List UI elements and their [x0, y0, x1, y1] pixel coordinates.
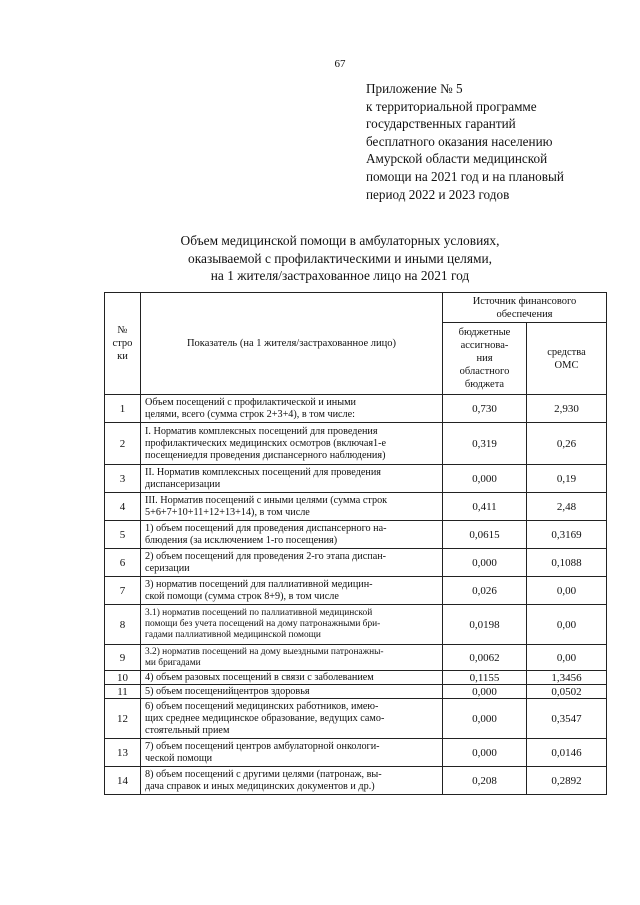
header-line: бюджетные: [458, 327, 511, 338]
indicator-cell: [141, 739, 443, 767]
oms-value: 0,00: [527, 577, 607, 605]
table-row: [105, 423, 607, 465]
table-row: [105, 685, 607, 699]
appendix-line: Амурской области медицинской: [366, 151, 548, 167]
row-number: 11: [105, 685, 141, 699]
oms-value: 0,2892: [527, 767, 607, 795]
oms-value: 0,26: [527, 423, 607, 465]
header-line: ния: [476, 353, 493, 364]
budget-value: 0,730: [443, 395, 527, 423]
indicator-line: гадами паллиативной медицинской помощи: [145, 630, 321, 640]
budget-value: 0,0198: [443, 605, 527, 645]
indicator-line: 3.2) норматив посещений на дому выездными патронажны-: [145, 646, 384, 657]
indicator-table: [104, 292, 607, 795]
page-number: 67: [334, 58, 346, 70]
header-line: стро: [112, 338, 133, 349]
budget-value: 0,1155: [443, 671, 527, 685]
oms-value: 2,48: [527, 493, 607, 521]
indicator-line: 5+6+7+10+11+12+13+14), в том числе: [145, 506, 310, 518]
indicator-cell: [141, 671, 443, 685]
budget-value: 0,0615: [443, 521, 527, 549]
indicator-cell: [141, 645, 443, 671]
indicator-cell: [141, 493, 443, 521]
oms-value: 0,00: [527, 605, 607, 645]
row-number: 2: [105, 423, 141, 465]
table-row: [105, 699, 607, 739]
indicator-line: помощи без учета посещений на дому патронажными бри-: [145, 619, 381, 629]
oms-value: 0,3169: [527, 521, 607, 549]
appendix-caption: [366, 80, 564, 203]
table-row: [105, 767, 607, 795]
indicator-line: посещениедля проведения диспансерного наблюдения): [145, 449, 386, 461]
header-line: ОМС: [554, 359, 579, 371]
indicator-cell: [141, 767, 443, 795]
indicator-line: I. Норматив комплексных посещений для проведения: [145, 425, 378, 437]
table-row: [105, 605, 607, 645]
budget-value: 0,000: [443, 699, 527, 739]
indicator-line: 5) объем посещенийцентров здоровья: [145, 685, 310, 697]
budget-value: 0,026: [443, 577, 527, 605]
indicator-line: диспансеризации: [145, 478, 221, 490]
budget-value: 0,411: [443, 493, 527, 521]
indicator-line: Объем посещений с профилактической и иными: [145, 396, 356, 408]
indicator-cell: [141, 699, 443, 739]
document-title: [0, 232, 640, 285]
indicator-cell: [141, 423, 443, 465]
indicator-line: 2) объем посещений для проведения 2-го этапа диспан-: [145, 550, 387, 562]
indicator-line: 1) объем посещений для проведения диспансерного на-: [145, 522, 387, 534]
oms-value: 0,1088: [527, 549, 607, 577]
row-number: 14: [105, 767, 141, 795]
indicator-line: 4) объем разовых посещений в связи с заболеванием: [145, 671, 374, 683]
appendix-line: бесплатного оказания населению: [366, 133, 553, 149]
indicator-line: 6) объем посещений медицинских работников, имею-: [145, 700, 379, 712]
title-line: на 1 жителя/застрахованное лицо на 2021 год: [210, 268, 470, 284]
row-number: 8: [105, 605, 141, 645]
oms-value: 0,00: [527, 645, 607, 671]
indicator-cell: [141, 685, 443, 699]
indicator-line: 7) объем посещений центров амбулаторной онкологи-: [145, 740, 380, 752]
indicator-line: дача справок и иных медицинских документов и др.): [145, 780, 375, 792]
indicator-line: стоятельный прием: [145, 724, 230, 736]
indicator-line: блюдения (за исключением 1-го посещения): [145, 534, 338, 546]
oms-value: 1,3456: [527, 671, 607, 685]
row-number: 13: [105, 739, 141, 767]
indicator-line: ской помощи (сумма строк 8+9), в том числе: [145, 590, 339, 602]
indicator-line: III. Норматив посещений с иными целями (сумма строк: [145, 494, 388, 506]
indicator-line: 8) объем посещений с другими целями (патронаж, вы-: [145, 768, 382, 780]
indicator-line: ми бригадами: [145, 657, 201, 668]
table-row: [105, 577, 607, 605]
indicator-cell: [141, 605, 443, 645]
table-row: [105, 521, 607, 549]
indicator-line: ческой помощи: [145, 752, 213, 764]
budget-value: 0,000: [443, 685, 527, 699]
header-line: областного: [459, 366, 510, 377]
column-header-funding-source: [443, 293, 607, 323]
header-line: средства: [547, 346, 586, 358]
row-number: 12: [105, 699, 141, 739]
header-line: обеспечения: [496, 308, 553, 320]
row-number: 1: [105, 395, 141, 423]
appendix-line: Приложение № 5: [366, 81, 463, 96]
indicator-line: II. Норматив комплексных посещений для проведения: [145, 466, 381, 478]
indicator-cell: [141, 521, 443, 549]
table-row: [105, 645, 607, 671]
table-row: [105, 671, 607, 685]
oms-value: 0,0146: [527, 739, 607, 767]
row-number: 7: [105, 577, 141, 605]
indicator-line: щих среднее медицинское образование, ведущих само-: [145, 712, 385, 724]
indicator-cell: [141, 577, 443, 605]
header-line: ассигнова-: [460, 340, 509, 351]
oms-value: 0,0502: [527, 685, 607, 699]
row-number: 3: [105, 465, 141, 493]
indicator-line: 3) норматив посещений для паллиативной медицин-: [145, 578, 373, 590]
indicator-line: целями, всего (сумма строк 2+3+4), в том числе:: [145, 408, 355, 420]
indicator-cell: [141, 549, 443, 577]
appendix-line: к территориальной программе: [366, 98, 537, 114]
table-row: [105, 549, 607, 577]
budget-value: 0,000: [443, 549, 527, 577]
indicator-cell: [141, 395, 443, 423]
header-line: бюджета: [464, 379, 505, 390]
appendix-line: помощи на 2021 год и на плановый: [366, 168, 564, 184]
appendix-line: государственных гарантий: [366, 116, 516, 132]
header-line: №: [117, 325, 128, 336]
budget-value: 0,000: [443, 739, 527, 767]
table-row: [105, 739, 607, 767]
indicator-line: серизации: [145, 562, 190, 574]
column-header-oms: [527, 323, 607, 395]
oms-value: 0,19: [527, 465, 607, 493]
indicator-line: профилактических медицинских осмотров (включая1-е: [145, 437, 387, 449]
budget-value: 0,319: [443, 423, 527, 465]
column-header-regional-budget: [443, 323, 527, 395]
appendix-line: период 2022 и 2023 годов: [366, 186, 510, 202]
row-number: 10: [105, 671, 141, 685]
title-line: Объем медицинской помощи в амбулаторных условиях,: [180, 233, 500, 248]
budget-value: 0,000: [443, 465, 527, 493]
oms-value: 2,930: [527, 395, 607, 423]
title-line: оказываемой с профилактическими и иными целями,: [188, 250, 492, 266]
column-header-indicator: Показатель (на 1 жителя/застрахованное лицо): [141, 293, 443, 395]
table-row: [105, 493, 607, 521]
header-line: ки: [117, 351, 128, 362]
table-row: [105, 395, 607, 423]
row-number: 6: [105, 549, 141, 577]
budget-value: 0,208: [443, 767, 527, 795]
indicator-cell: [141, 465, 443, 493]
column-header-row-number: [105, 293, 141, 395]
row-number: 4: [105, 493, 141, 521]
table-row: [105, 465, 607, 493]
indicator-line: 3.1) норматив посещений по паллиативной медицинской: [145, 608, 373, 618]
oms-value: 0,3547: [527, 699, 607, 739]
header-line: Источник финансового: [472, 295, 577, 307]
row-number: 9: [105, 645, 141, 671]
budget-value: 0,0062: [443, 645, 527, 671]
row-number: 5: [105, 521, 141, 549]
